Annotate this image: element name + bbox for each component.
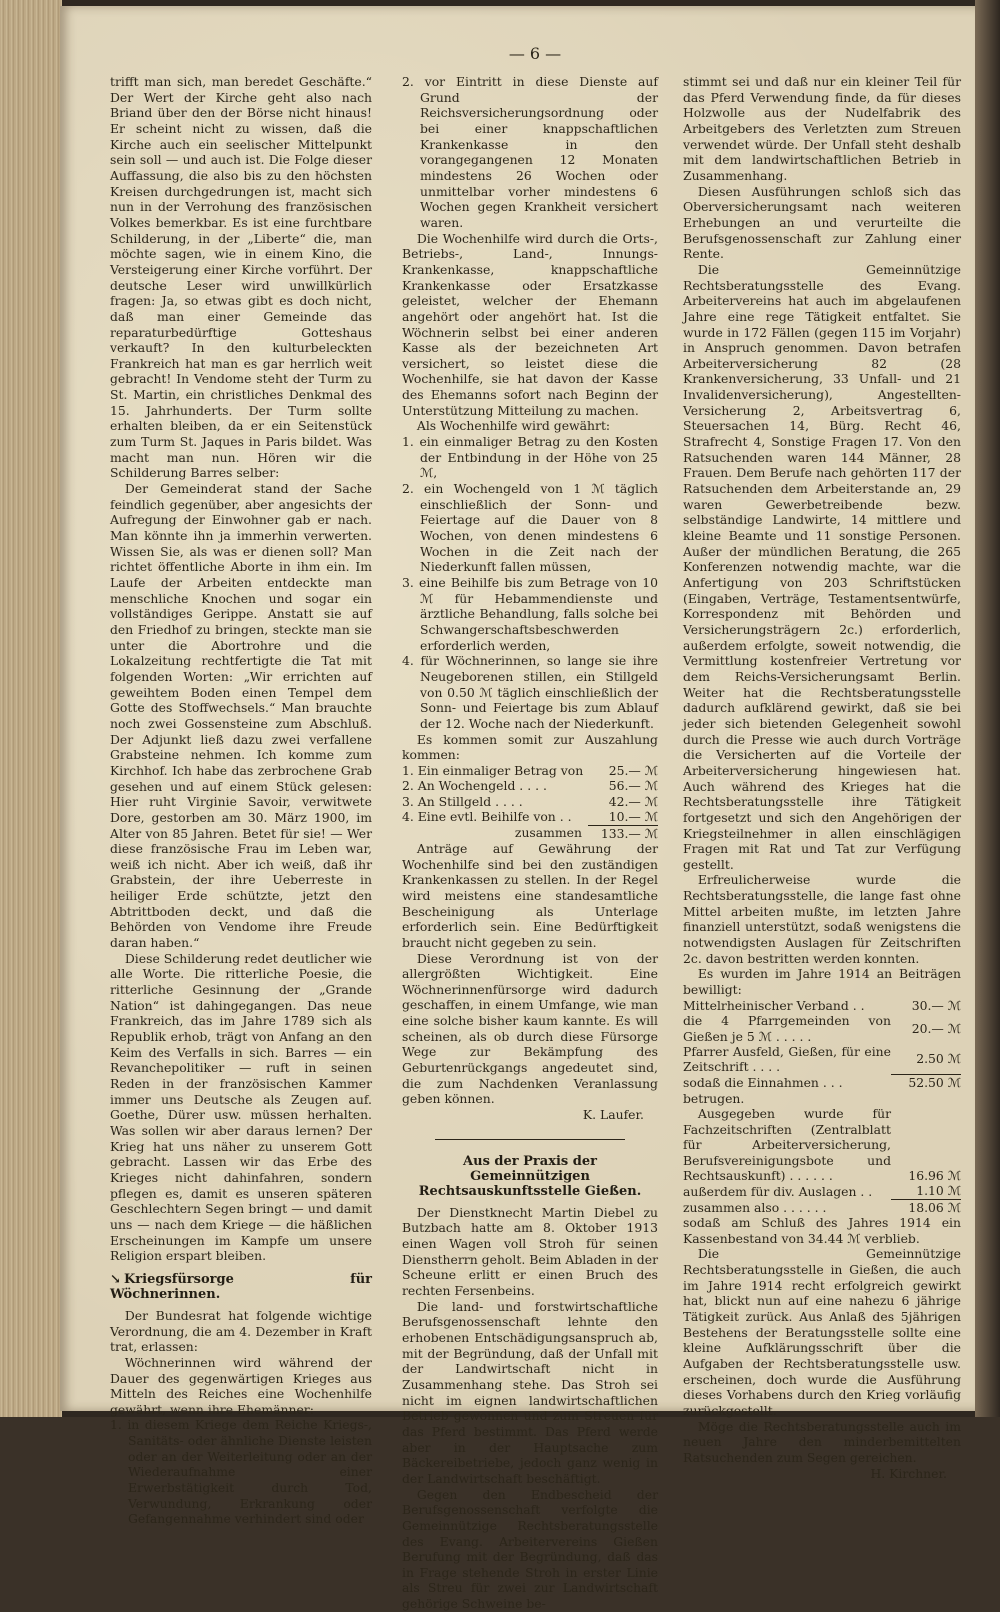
table-row: [402, 809, 658, 825]
paragraph: Diese Verordnung ist von der allergrößten Wichtigkeit. Eine Wöchnerinnenfürsorge wird dadurch geschaffen, in einem Umfange, wie man eine solche bisher kaum kannte. Es will scheinen, als ob durch diese Fürsorge Wege zur Bekämpfung des Geburtenrückgangs angedeutet sind, die zum Nachdenken Veranlassung geben können.: [402, 950, 658, 1107]
payout-amount: 56.— ℳ: [608, 778, 658, 794]
paragraph: Möge die Rechtsberatungsstelle auch im neuen Jahre den minderbemittelten Ratsuchenden zum Segen gereichen.: [683, 1418, 961, 1465]
list-item: 2. ein Wochengeld von 1 ℳ täglich einschließlich der Sonn- und Feiertage auf die Dauer von 8 Wochen, von denen mindestens 6 Wochen in die Zeit nach der Niederkunft fallen müssen,: [402, 481, 658, 575]
paragraph: stimmt sei und daß nur ein kleiner Teil für das Pferd Verwendung finde, da für dieses Holzwolle aus der Nudelfabrik des Arbeitgebers des Verletzten zum Streuen verwendet würde. Der Unfall steht deshalb mit dem landwirtschaftlichen Betrieb in Zusammenhang.: [683, 74, 961, 183]
table-row: [402, 794, 658, 809]
payout-label: 4. Eine evtl. Beihilfe von . .: [402, 809, 572, 825]
contribution-amount: 20.— ℳ: [911, 1020, 961, 1036]
contribution-amount: 30.— ℳ: [911, 997, 961, 1013]
paragraph: Als Wochenhilfe wird gewährt:: [416, 418, 611, 434]
page-shadow: [975, 0, 1000, 1417]
expense-label: außerdem für div. Auslagen . .: [683, 1183, 873, 1199]
paragraph: betrugen.: [683, 1090, 745, 1106]
section-divider: [435, 1139, 625, 1140]
paragraph: Die Gemeinnützige Rechtsberatungsstelle in Gießen, die auch im Jahre 1914 recht erfolgreich gewirkt hat, blickt nun auf eine nahezu 6 jährige Tätigkeit zurück. Aus Anlaß des 5jährigen Bestehens der Beratungsstelle sollte eine kleine Aufklärungsschrift über die Aufgaben der Rechtsberatungsstelle usw. erscheinen, doch wurde die Ausführung dieses Vorhabens durch den Krieg vorläufig zurückgestellt.: [683, 1246, 961, 1419]
condition-list: [110, 1417, 372, 1527]
payout-amount: 42.— ℳ: [608, 793, 658, 809]
table-row-total: [683, 1199, 961, 1215]
column-3: [683, 74, 961, 1481]
book-page-edges: [0, 0, 62, 1417]
table-row: [683, 1044, 961, 1075]
payout-label: 2. An Wochengeld . . . .: [402, 778, 547, 794]
condition-list-continued: [402, 74, 658, 231]
paragraph: Diese Schilderung redet deutlicher wie alle Worte. Die ritterliche Poesie, die ritterliche Gesinnung der „Grande Nation“ ist dahingegangen. Das neue Frankreich, das im Jahre 1789 sich als Republik erhob, trägt von Anfang an den Keim des Verfalls in sich. Barres — ein Revanchepolitiker — ruft in seinen Reden in der französischen Kammer immer uns Deutsche als Zeugen auf. Goethe, Dürer usw. müssen herhalten. Was sollen wir aber daraus lernen? Der Krieg hat uns näher zu unserem Gott gebracht. Lassen wir das Erbe des Krieges nicht dahinfahren, sondern pflegen es, damit es unseren späteren Geschlechtern Segen bringt — und damit uns — nach dem Kriege — die häßlichen Erscheinungen im Kampfe um unsere Religion erspart bleiben.: [110, 950, 372, 1264]
table-row-total: [683, 1075, 961, 1091]
table-row-total: [402, 825, 658, 841]
paragraph: Der Gemeinderat stand der Sache feindlich gegenüber, aber angesichts der Aufregung der Einwohner gab er nach. Man könnte ihn ja immerhin verwerten. Wissen Sie, als was er dienen soll? Man richtet öffentliche Aborte in ihm ein. Im Laufe der Arbeiten entdeckte man menschliche Knochen und sogar ein vollständiges Gerippe. Anstatt sie auf den Friedhof zu bringen, steckte man sie unter die Abortrohre und die Lokalzeitung rechtfertigte die Tat mit folgenden Worten: „Wir errichten auf geweihtem Boden einen Tempel dem Gotte des Stoffwechsels.“ Man brauchte noch zwei Gossensteine zum Abschluß. Der Adjunkt ließ dazu zwei verfallene Grabsteine nehmen. Ich komme zum Kirchhof. Ich habe das zerbrochene Grab gesehen und auf einem Stück gelesen: Hier ruht Virginie Savoir, verwitwete Dore, gestorben am 30. März 1900, im Alter von 85 Jahren. Betet für sie! — Wer diese französische Frau im Leben war, weiß ich nicht. Aber ich weiß, daß ihr Grabstein, der ihre Ueberreste in heiliger Erde schützte, jetzt den Abtrittboden deckt, und daß die Behörden von Vendome ihre Freude daran haben.“: [110, 481, 372, 951]
paragraph: Die Gemeinnützige Rechtsberatungsstelle des Evang. Arbeitervereins hat auch im abgelaufenen Jahre eine rege Tätigkeit entfaltet. Sie wurde in 172 Fällen (gegen 115 im Vorjahr) in Anspruch genommen. Davon betrafen Arbeiterversicherung 82 (28 Krankenversicherung, 33 Unfall- und 21 Invalidenversicherung), Angestellten-Versicherung 2, Arbeitsvertrag 6, Steuersachen 14, Bürg. Recht 46, Strafrecht 4, Sonstige Fragen 17. Von den Ratsuchenden waren 144 Männer, 28 Frauen. Dem Berufe nach gehörten 117 der Ratsuchenden dem Arbeiterstande an, 29 waren Gewerbetreibende bezw. selbständige Landwirte, 14 mittlere und kleine Beamte und 11 sonstige Personen. Außer der mündlichen Beratung, die 265 Konferenzen notwendig machte, war die Anfertigung von 203 Schriftstücken (Eingaben, Verträge, Testamentsentwürfe, Korrespondenz mit Behörden und Versicherungsträgern 2c.) erforderlich, außerdem erfolgte, soweit notwendig, die Vermittlung kostenfreier Vertretung vor dem Reichs-Versicherungsamt Berlin. Weiter hat die Rechtsberatungsstelle dadurch aufklärend gewirkt, daß sie bei jeder sich bietenden Gelegenheit sowohl durch die Presse wie auch durch Vorträge die Versicherten auf die Vorteile der Arbeiterversicherung hingewiesen hat. Auch während des Krieges hat die Rechtsberatungsstelle ihre Tätigkeit fortgesetzt und sich den Angehörigen der Kriegsteilnehmer in allen einschlägigen Fragen mit Rat und Tat zur Verfügung gestellt.: [683, 261, 961, 872]
expense-amount: 16.96 ℳ: [908, 1167, 961, 1183]
table-row: [683, 998, 961, 1013]
paragraph: Wöchnerinnen wird während der Dauer des gegenwärtigen Krieges aus Mitteln des Reiches eine Wochenhilfe gewährt, wenn ihre Ehemänner:: [110, 1354, 372, 1417]
contribution-label: die 4 Pfarrgemeinden von Gießen je 5 ℳ . . . . .: [683, 1013, 891, 1044]
paragraph: Der Bundesrat hat folgende wichtige Verordnung, die am 4. Dezember in Kraft trat, erlassen:: [110, 1307, 372, 1355]
paragraph: Der Dienstknecht Martin Diebel zu Butzbach hatte am 8. Oktober 1913 einen Wagen voll Stroh für seinen Dienstherrn geholt. Beim Abladen in der Scheune erlitt er einen Bruch des rechten Fersenbeins.: [402, 1204, 658, 1298]
payout-total-label: zusammen: [514, 825, 582, 841]
section-marker-icon: ↘: [110, 1271, 121, 1287]
list-item: 2. vor Eintritt in diese Dienste auf Grund der Reichsversicherungsordnung oder bei einer knappschaftlichen Krankenkasse in den vorangegangenen 12 Monaten mindestens 26 Wochen oder unmittelbar vorher mindestens 6 Wochen gegen Krankheit versichert waren.: [402, 74, 658, 230]
income-amount: 52.50 ℳ: [908, 1075, 961, 1091]
signature: K. Laufer.: [582, 1107, 644, 1123]
paragraph: Erfreulicherweise wurde die Rechtsberatungsstelle, die lange fast ohne Mittel arbeiten mußte, im letzten Jahre finanziell unterstützt, sodaß wenigstens die notwendigsten Auslagen für Zeitschriften 2c. davon bestritten werden konnten.: [683, 872, 961, 966]
section-heading: [110, 1272, 372, 1302]
table-row: [402, 763, 658, 778]
section-heading-text: Kriegsfürsorge für Wöchnerinnen.: [110, 1271, 372, 1302]
table-row: [683, 1183, 961, 1199]
list-item: 3. eine Beihilfe bis zum Betrage von 10 ℳ für Hebammendienste und ärztliche Behandlung, falls solche bei Schwangerschaftsbeschwerden erforderlich werden,: [402, 575, 658, 653]
contributions-table: [683, 998, 961, 1091]
column-1: [110, 74, 372, 1527]
section-heading: Aus der Praxis der Gemeinnützigen Rechtsauskunftsstelle Gießen.: [418, 1153, 642, 1199]
income-label: sodaß die Einnahmen . . .: [683, 1075, 843, 1090]
paragraph: sodaß am Schluß des Jahres 1914 ein Kassenbestand von 34.44 ℳ verblieb.: [683, 1215, 961, 1246]
paragraph: Es wurden im Jahre 1914 an Beiträgen bewilligt:: [683, 966, 961, 998]
expense-label: Ausgegeben wurde für Fachzeitschriften (Zentralblatt für Arbeiterversicherung, Berufsvereinigungsbote und Rechtsauskunft) . . . . . .: [683, 1106, 891, 1183]
table-row: [683, 1106, 961, 1183]
paragraph: Die land- und forstwirtschaftliche Berufsgenossenschaft lehnte den erhobenen Entschädigungsanspruch ab, mit der Begründung, daß der Unfall mit der Landwirtschaft nicht in Zusammenhang stehe. Das Stroh sei nicht im eignen landwirtschaftlichen Betrieb gewonnen und zum Streuen für das Pferd bestimmt. Das Pferd werde aber in der Hauptsache zum Bäckereibetriebe, jedoch ganz wenig in der Landwirtschaft beschäftigt.: [402, 1298, 658, 1486]
expense-total-label: zusammen also . . . . . .: [683, 1199, 827, 1215]
expenses-table: [683, 1106, 961, 1215]
paragraph: Es kommen somit zur Auszahlung kommen:: [402, 731, 658, 763]
payout-total-amount: 133.— ℳ: [600, 825, 658, 841]
expense-total-amount: 18.06 ℳ: [908, 1199, 961, 1215]
table-row: [683, 1013, 961, 1044]
paragraph: trifft man sich, man beredet Geschäfte.“ Der Wert der Kirche geht also nach Briand über den der Börse nicht hinaus! Er scheint nicht zu wissen, daß die Kirche auch ein seelischer Mittelpunkt sein soll — und auch ist. Die Folge dieser Auffassung, die also bis zu den höchsten Kreisen durchgedrungen ist, macht sich nun in der Verrohung des französischen Volkes bemerkbar. Es ist eine furchtbare Schilderung, in der „Liberte“ die, man möchte sagen, wie in einem Kino, die Versteigerung einer Kirche vorführt. Der deutsche Leser wird unwillkürlich fragen: Ja, so etwas gibt es doch nicht, daß man einer Gemeinde das reparaturbedürftige Gotteshaus verkauft? In den kulturbeleckten Frankreich hat man es gar herrlich weit gebracht! In Vendome steht der Turm zu St. Martin, ein christliches Denkmal des 15. Jahrhunderts. Der Turm sollte erhalten bleiben, da er ein Seitenstück zum Turm St. Jaques in Paris bildet. Was macht man nun. Hören wir die Schilderung Barres selber:: [110, 74, 372, 481]
paragraph: Anträge auf Gewährung der Wochenhilfe sind bei den zuständigen Krankenkassen zu stellen. In der Regel wird meistens eine standesamtliche Bescheinigung als Unterlage erforderlich sein. Eine Bedürftigkeit braucht nicht gegeben zu sein.: [402, 840, 658, 950]
list-item: 1. ein einmaliger Betrag zu den Kosten der Entbindung in der Höhe von 25 ℳ,: [402, 434, 658, 481]
benefit-list: [402, 434, 658, 731]
page-number: — 6 —: [508, 44, 562, 63]
payout-amount: 10.— ℳ: [588, 809, 658, 825]
list-item: 4. für Wöchnerinnen, so lange sie ihre Neugeborenen stillen, ein Stillgeld von 0.50 ℳ täglich einschließlich der Sonn- und Feiertage bis zum Ablauf der 12. Woche nach der Niederkunft.: [402, 653, 658, 731]
contribution-label: Mittelrheinischer Verband . .: [683, 997, 865, 1013]
signature: H. Kirchner.: [870, 1465, 947, 1481]
payout-label: 3. An Stillgeld . . . .: [402, 793, 523, 809]
payout-amount: 25.— ℳ: [608, 762, 658, 778]
paragraph: Die Wochenhilfe wird durch die Orts-, Betriebs-, Land-, Innungs-Krankenkasse, knappschaftliche Krankenkasse oder Ersatzkasse geleistet, welcher der Ehemann angehört oder angehört hat. Ist die Wöchnerin selbst bei einer anderen Kasse als der bezeichneten Art versichert, so leistet diese die Wochenhilfe, sie hat davon der Kasse des Ehemanns sofort nach Beginn der Unterstützung Mitteilung zu machen.: [402, 230, 658, 418]
paragraph: Diesen Ausführungen schloß sich das Oberversicherungsamt nach weiteren Erhebungen an und verurteilte die Berufsgenossenschaft zur Zahlung einer Rente.: [683, 183, 961, 262]
list-item: 1. in diesem Kriege dem Reiche Kriegs-, Sanitäts- oder ähnliche Dienste leisten oder an der Weiterleitung oder an der Wiederaufnahme einer Erwerbstätigkeit durch Tod, Verwundung, Erkrankung oder Gefangennahme verhindert sind oder: [110, 1417, 372, 1527]
paragraph: Gegen den Endbescheid der Berufsgenossenschaft verfolgte die Gemeinnützige Rechtsberatungsstelle des Evang. Arbeitervereins Gießen Berufung mit der Begründung, daß das in Frage stehende Stroh in erster Linie als Streu für zwei zur Landwirtschaft gehörige Schweine be-: [402, 1486, 658, 1612]
contribution-label: Pfarrer Ausfeld, Gießen, für eine Zeitschrift . . . .: [683, 1043, 891, 1075]
expense-amount: 1.10 ℳ: [891, 1183, 961, 1199]
contribution-amount: 2.50 ℳ: [891, 1044, 961, 1075]
column-2: [402, 74, 658, 1612]
table-row: [402, 778, 658, 793]
payout-label: 1. Ein einmaliger Betrag von: [402, 762, 584, 778]
payout-table: [402, 763, 658, 841]
